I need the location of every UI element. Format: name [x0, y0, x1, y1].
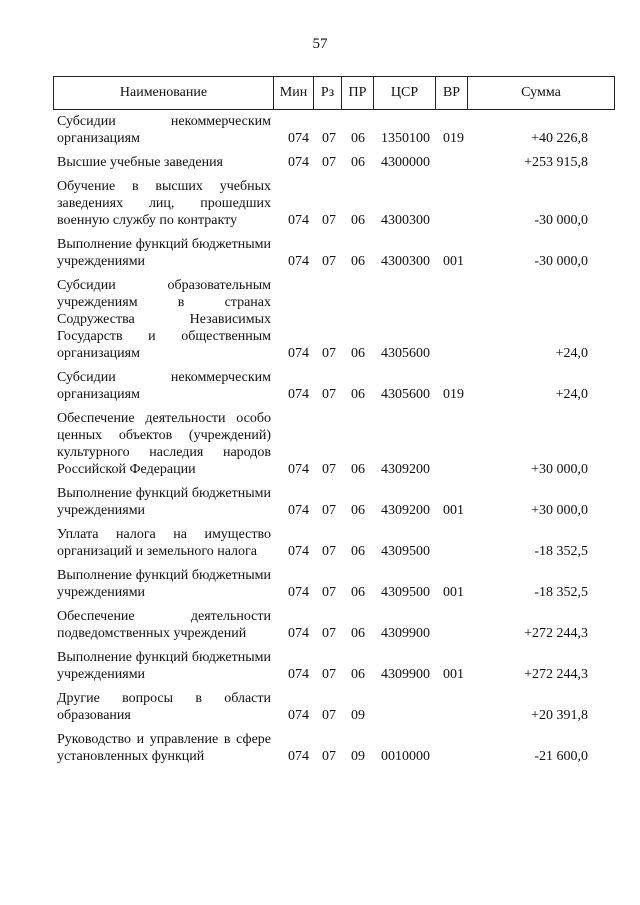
- table-row: [0, 236, 640, 270]
- header-pr: ПР: [342, 77, 374, 109]
- row-rz: 07: [322, 213, 336, 228]
- row-name: Высшие учебные заведения: [57, 155, 223, 170]
- row-min: 074: [288, 131, 309, 146]
- row-rz: 07: [322, 462, 336, 477]
- row-min: 074: [288, 667, 309, 682]
- row-sum: +272 244,3: [524, 626, 588, 641]
- row-vr: 019: [443, 131, 464, 146]
- table-row: [0, 731, 640, 765]
- table-header: [53, 76, 615, 110]
- row-min: 074: [288, 213, 309, 228]
- table-row: [0, 369, 640, 403]
- row-sum: -21 600,0: [534, 749, 588, 764]
- row-name: Выполнение функций бюджетными учреждениями: [57, 237, 271, 269]
- row-rz: 07: [322, 626, 336, 641]
- row-min: 074: [288, 544, 309, 559]
- header-rz: Рз: [314, 77, 342, 109]
- row-name: Обучение в высших учебных заведениях лиц, прошедших военную службу по контракту: [57, 179, 271, 228]
- row-csr: 1350100: [381, 131, 430, 146]
- row-sum: -30 000,0: [534, 254, 588, 269]
- row-min: 074: [288, 346, 309, 361]
- row-vr: 001: [443, 585, 464, 600]
- row-sum: +24,0: [555, 387, 588, 402]
- row-min: 074: [288, 626, 309, 641]
- row-sum: +253 915,8: [524, 155, 588, 170]
- row-pr: 09: [351, 749, 365, 764]
- row-rz: 07: [322, 749, 336, 764]
- row-pr: 06: [351, 544, 365, 559]
- row-pr: 06: [351, 387, 365, 402]
- row-name: Обеспечение деятельности подведомственных учреждений: [57, 609, 271, 641]
- row-min: 074: [288, 462, 309, 477]
- row-min: 074: [288, 387, 309, 402]
- row-pr: 06: [351, 503, 365, 518]
- header-csr: ЦСР: [374, 77, 436, 109]
- row-pr: 06: [351, 254, 365, 269]
- row-sum: +30 000,0: [531, 462, 588, 477]
- row-name: Обеспечение деятельности особо ценных объектов (учреждений) культурного наследия народов Российской Федерации: [57, 411, 271, 477]
- row-name: Субсидии образовательным учреждениям в странах Содружества Независимых Государств и общественным организациям: [57, 278, 271, 361]
- table-row: [0, 608, 640, 642]
- table-row: [0, 154, 640, 171]
- row-rz: 07: [322, 387, 336, 402]
- table-body: [0, 113, 640, 772]
- table-row: [0, 410, 640, 478]
- row-vr: 019: [443, 387, 464, 402]
- row-sum: -18 352,5: [534, 585, 588, 600]
- row-csr: 4300300: [381, 213, 430, 228]
- row-csr: 4309200: [381, 462, 430, 477]
- row-rz: 07: [322, 708, 336, 723]
- table-row: [0, 485, 640, 519]
- row-name: Руководство и управление в сфере установленных функций: [57, 732, 271, 764]
- row-name: Другие вопросы в области образования: [57, 691, 271, 723]
- table-row: [0, 277, 640, 362]
- row-rz: 07: [322, 667, 336, 682]
- row-min: 074: [288, 155, 309, 170]
- row-pr: 06: [351, 667, 365, 682]
- row-csr: 4305600: [381, 387, 430, 402]
- row-min: 074: [288, 749, 309, 764]
- row-pr: 06: [351, 462, 365, 477]
- row-rz: 07: [322, 131, 336, 146]
- row-sum: -30 000,0: [534, 213, 588, 228]
- row-rz: 07: [322, 503, 336, 518]
- row-csr: 4309900: [381, 626, 430, 641]
- row-vr: 001: [443, 503, 464, 518]
- row-pr: 06: [351, 626, 365, 641]
- table-row: [0, 113, 640, 147]
- header-sum: Сумма: [521, 85, 561, 100]
- table-row: [0, 178, 640, 229]
- row-rz: 07: [322, 254, 336, 269]
- row-csr: 4309900: [381, 667, 430, 682]
- header-vr: ВР: [436, 77, 468, 109]
- table-row: [0, 526, 640, 560]
- table-row: [0, 649, 640, 683]
- table-row: [0, 567, 640, 601]
- row-name: Выполнение функций бюджетными учреждениями: [57, 650, 271, 682]
- row-pr: 06: [351, 155, 365, 170]
- row-rz: 07: [322, 585, 336, 600]
- row-rz: 07: [322, 544, 336, 559]
- row-sum: -18 352,5: [534, 544, 588, 559]
- row-vr: 001: [443, 254, 464, 269]
- row-rz: 07: [322, 155, 336, 170]
- row-sum: +30 000,0: [531, 503, 588, 518]
- row-name: Субсидии некоммерческим организациям: [57, 114, 271, 146]
- row-pr: 06: [351, 213, 365, 228]
- row-name: Выполнение функций бюджетными учреждениями: [57, 568, 271, 600]
- row-name: Уплата налога на имущество организаций и земельного налога: [57, 527, 271, 559]
- row-pr: 06: [351, 585, 365, 600]
- row-csr: 4309200: [381, 503, 430, 518]
- page-number: 57: [312, 36, 328, 52]
- row-csr: 4305600: [381, 346, 430, 361]
- row-csr: 4300000: [381, 155, 430, 170]
- row-csr: 4309500: [381, 585, 430, 600]
- row-rz: 07: [322, 346, 336, 361]
- row-min: 074: [288, 708, 309, 723]
- row-csr: 0010000: [381, 749, 430, 764]
- row-name: Выполнение функций бюджетными учреждениями: [57, 486, 271, 518]
- row-sum: +272 244,3: [524, 667, 588, 682]
- row-csr: 4309500: [381, 544, 430, 559]
- row-name: Субсидии некоммерческим организациям: [57, 370, 271, 402]
- header-min: Мин: [274, 77, 314, 109]
- row-min: 074: [288, 254, 309, 269]
- row-pr: 09: [351, 708, 365, 723]
- row-sum: +20 391,8: [531, 708, 588, 723]
- row-sum: +24,0: [555, 346, 588, 361]
- row-pr: 06: [351, 346, 365, 361]
- row-min: 074: [288, 585, 309, 600]
- row-pr: 06: [351, 131, 365, 146]
- row-csr: 4300300: [381, 254, 430, 269]
- table-row: [0, 690, 640, 724]
- row-min: 074: [288, 503, 309, 518]
- row-vr: 001: [443, 667, 464, 682]
- header-name: Наименование: [54, 77, 274, 109]
- row-sum: +40 226,8: [531, 131, 588, 146]
